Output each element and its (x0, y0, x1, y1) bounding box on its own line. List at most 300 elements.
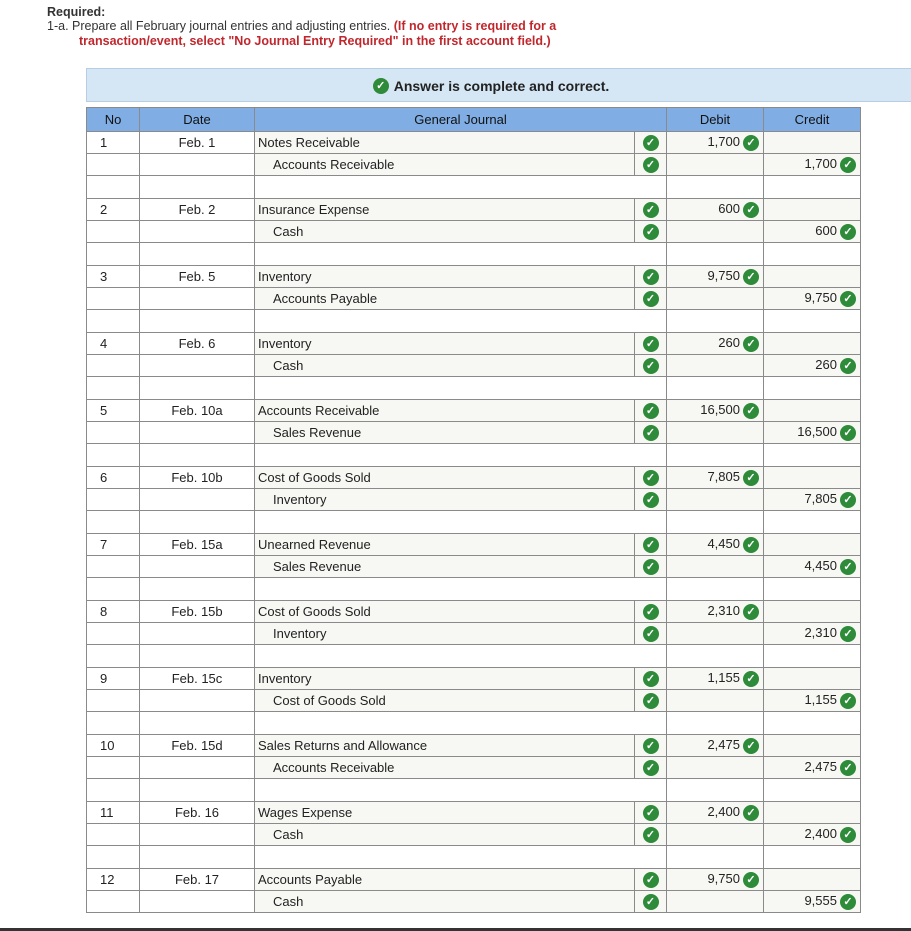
debit-amount: 4,450 (707, 536, 740, 552)
debit-amount-field[interactable] (667, 154, 764, 176)
credit-amount: 600 (815, 223, 837, 239)
credit-account-field[interactable]: Cash (255, 891, 635, 913)
credit-amount: 16,500 (797, 424, 837, 440)
check-circle-icon: ✓ (643, 135, 659, 151)
credit-amount-field[interactable] (764, 489, 861, 511)
spacer-cell (140, 712, 255, 735)
entry-number-empty (87, 690, 140, 712)
credit-account-field[interactable]: Inventory (255, 489, 635, 511)
debit-amount-field[interactable] (667, 422, 764, 444)
spacer-cell (764, 578, 861, 601)
credit-amount-field[interactable] (764, 601, 861, 623)
journal-credit-row (87, 355, 861, 377)
debit-amount-field[interactable] (667, 735, 764, 757)
spacer-cell (667, 310, 764, 333)
credit-amount-field[interactable] (764, 735, 861, 757)
account-check-cell (635, 802, 667, 824)
check-circle-icon: ✓ (643, 157, 659, 173)
check-circle-icon: ✓ (643, 470, 659, 486)
check-circle-icon: ✓ (643, 492, 659, 508)
spacer-cell (140, 779, 255, 802)
debit-account-field[interactable]: Wages Expense (255, 802, 635, 824)
check-circle-icon: ✓ (643, 671, 659, 687)
check-circle-icon: ✓ (743, 805, 759, 821)
entry-date-empty (140, 154, 255, 176)
spacer-cell (667, 176, 764, 199)
spacer-cell (764, 377, 861, 400)
check-circle-icon: ✓ (743, 269, 759, 285)
entry-number: 5 (87, 400, 140, 422)
check-circle-icon: ✓ (840, 157, 856, 173)
journal-debit-row (87, 199, 861, 221)
account-check-cell (635, 824, 667, 846)
entry-number-empty (87, 489, 140, 511)
spacer-cell (667, 578, 764, 601)
check-circle-icon: ✓ (743, 671, 759, 687)
credit-amount-field[interactable] (764, 467, 861, 489)
journal-credit-row (87, 891, 861, 913)
spacer-cell (140, 444, 255, 467)
credit-account-field[interactable]: Cost of Goods Sold (255, 690, 635, 712)
debit-amount-field[interactable] (667, 333, 764, 355)
debit-amount: 7,805 (707, 469, 740, 485)
credit-amount-field[interactable] (764, 333, 861, 355)
check-circle-icon: ✓ (643, 872, 659, 888)
journal-debit-row (87, 869, 861, 891)
spacer-cell (87, 846, 140, 869)
check-circle-icon: ✓ (840, 760, 856, 776)
instruction-note-continued: transaction/event, select "No Journal Entry Required" in the first account field.) (79, 34, 551, 48)
spacer-cell (87, 578, 140, 601)
credit-amount-field[interactable] (764, 422, 861, 444)
entry-number-empty (87, 154, 140, 176)
credit-account-field[interactable]: Cash (255, 824, 635, 846)
required-title: Required: (47, 5, 106, 19)
account-check-cell (635, 623, 667, 645)
account-check-cell (635, 333, 667, 355)
entry-date-empty (140, 355, 255, 377)
debit-amount-field[interactable] (667, 690, 764, 712)
credit-amount-field[interactable] (764, 869, 861, 891)
debit-amount: 9,750 (707, 871, 740, 887)
account-check-cell (635, 757, 667, 779)
journal-credit-row (87, 690, 861, 712)
spacer-cell (255, 511, 667, 534)
answer-status-text: Answer is complete and correct. (393, 78, 610, 94)
journal-credit-row (87, 422, 861, 444)
column-header-debit: Debit (667, 108, 764, 132)
debit-amount-field[interactable] (667, 556, 764, 578)
spacer-cell (255, 712, 667, 735)
account-check-cell (635, 601, 667, 623)
credit-amount: 260 (815, 357, 837, 373)
spacer-cell (140, 511, 255, 534)
debit-amount-field[interactable] (667, 221, 764, 243)
journal-body (87, 132, 861, 913)
credit-amount: 2,310 (804, 625, 837, 641)
credit-account-field[interactable]: Sales Revenue (255, 422, 635, 444)
spacer-cell (140, 846, 255, 869)
credit-amount: 1,155 (804, 692, 837, 708)
spacer-cell (764, 444, 861, 467)
column-header-no: No (87, 108, 140, 132)
check-circle-icon: ✓ (643, 425, 659, 441)
credit-amount: 2,475 (804, 759, 837, 775)
debit-account-field[interactable]: Inventory (255, 668, 635, 690)
credit-amount: 4,450 (804, 558, 837, 574)
general-journal-table (86, 107, 861, 913)
spacer-row (87, 310, 861, 333)
spacer-cell (667, 243, 764, 266)
credit-amount-field[interactable] (764, 690, 861, 712)
instruction-note: (If no entry is required for a (393, 19, 557, 33)
check-circle-icon: ✓ (643, 358, 659, 374)
check-circle-icon: ✓ (840, 894, 856, 910)
debit-amount: 260 (718, 335, 740, 351)
credit-amount: 9,555 (804, 893, 837, 909)
spacer-row (87, 444, 861, 467)
spacer-cell (87, 444, 140, 467)
entry-date[interactable]: Feb. 17 (140, 869, 255, 891)
account-check-cell (635, 735, 667, 757)
spacer-cell (140, 310, 255, 333)
spacer-row (87, 377, 861, 400)
check-circle-icon: ✓ (840, 827, 856, 843)
spacer-cell (87, 176, 140, 199)
journal-credit-row (87, 623, 861, 645)
journal-debit-row (87, 400, 861, 422)
journal-credit-row (87, 154, 861, 176)
spacer-cell (764, 511, 861, 534)
credit-amount-field[interactable] (764, 891, 861, 913)
credit-amount-field[interactable] (764, 266, 861, 288)
answer-status-banner (86, 68, 911, 102)
instruction-line-2 (79, 34, 551, 48)
debit-amount-field[interactable] (667, 132, 764, 154)
credit-amount-field[interactable] (764, 668, 861, 690)
debit-account-field[interactable]: Unearned Revenue (255, 534, 635, 556)
credit-amount-field[interactable] (764, 623, 861, 645)
credit-amount-field[interactable] (764, 355, 861, 377)
check-circle-icon: ✓ (743, 537, 759, 553)
credit-amount: 7,805 (804, 491, 837, 507)
credit-amount-field[interactable] (764, 199, 861, 221)
spacer-row (87, 645, 861, 668)
spacer-cell (764, 243, 861, 266)
debit-amount: 16,500 (700, 402, 740, 418)
credit-amount-field[interactable] (764, 154, 861, 176)
journal-debit-row (87, 534, 861, 556)
credit-account-field[interactable]: Accounts Receivable (255, 757, 635, 779)
spacer-cell (87, 310, 140, 333)
credit-amount: 9,750 (804, 290, 837, 306)
instruction-line-1 (47, 19, 556, 33)
spacer-cell (140, 377, 255, 400)
debit-amount-field[interactable] (667, 400, 764, 422)
debit-amount-field[interactable] (667, 199, 764, 221)
journal-credit-row (87, 489, 861, 511)
entry-number: 3 (87, 266, 140, 288)
column-header-journal: General Journal (255, 108, 667, 132)
entry-date[interactable]: Feb. 5 (140, 266, 255, 288)
entry-number-empty (87, 824, 140, 846)
journal-credit-row (87, 757, 861, 779)
check-circle-icon: ✓ (643, 894, 659, 910)
account-check-cell (635, 154, 667, 176)
entry-number: 9 (87, 668, 140, 690)
debit-amount-field[interactable] (667, 623, 764, 645)
entry-number: 7 (87, 534, 140, 556)
credit-account-field[interactable]: Accounts Receivable (255, 154, 635, 176)
entry-date-empty (140, 757, 255, 779)
journal-debit-row (87, 601, 861, 623)
spacer-cell (764, 310, 861, 333)
spacer-cell (667, 712, 764, 735)
spacer-cell (255, 846, 667, 869)
entry-date-empty (140, 623, 255, 645)
spacer-row (87, 578, 861, 601)
debit-amount-field[interactable] (667, 467, 764, 489)
credit-amount: 2,400 (804, 826, 837, 842)
debit-amount: 2,310 (707, 603, 740, 619)
account-check-cell (635, 869, 667, 891)
spacer-cell (87, 511, 140, 534)
journal-credit-row (87, 221, 861, 243)
account-check-cell (635, 199, 667, 221)
credit-amount: 1,700 (804, 156, 837, 172)
entry-date-empty (140, 489, 255, 511)
spacer-cell (255, 243, 667, 266)
account-check-cell (635, 400, 667, 422)
entry-date-empty (140, 288, 255, 310)
credit-amount-field[interactable] (764, 221, 861, 243)
entry-number-empty (87, 556, 140, 578)
check-circle-icon: ✓ (643, 827, 659, 843)
spacer-row (87, 176, 861, 199)
credit-amount-field[interactable] (764, 757, 861, 779)
account-check-cell (635, 355, 667, 377)
journal-debit-row (87, 802, 861, 824)
debit-account-field[interactable]: Accounts Payable (255, 869, 635, 891)
credit-amount-field[interactable] (764, 288, 861, 310)
credit-amount-field[interactable] (764, 132, 861, 154)
spacer-cell (764, 846, 861, 869)
debit-amount-field[interactable] (667, 869, 764, 891)
spacer-cell (667, 846, 764, 869)
column-header-credit: Credit (764, 108, 861, 132)
account-check-cell (635, 534, 667, 556)
credit-amount-field[interactable] (764, 556, 861, 578)
entry-date[interactable]: Feb. 6 (140, 333, 255, 355)
spacer-cell (255, 377, 667, 400)
journal-debit-row (87, 333, 861, 355)
check-circle-icon: ✓ (643, 604, 659, 620)
journal-debit-row (87, 467, 861, 489)
debit-amount: 9,750 (707, 268, 740, 284)
credit-account-field[interactable]: Inventory (255, 623, 635, 645)
entry-number-empty (87, 757, 140, 779)
debit-account-field[interactable]: Accounts Receivable (255, 400, 635, 422)
entry-date[interactable]: Feb. 2 (140, 199, 255, 221)
check-circle-icon: ✓ (643, 760, 659, 776)
check-circle-icon: ✓ (643, 693, 659, 709)
check-circle-icon: ✓ (840, 358, 856, 374)
spacer-cell (140, 645, 255, 668)
account-check-cell (635, 489, 667, 511)
journal-debit-row (87, 266, 861, 288)
debit-account-field[interactable]: Insurance Expense (255, 199, 635, 221)
debit-amount-field[interactable] (667, 802, 764, 824)
check-circle-icon: ✓ (743, 738, 759, 754)
check-circle-icon: ✓ (840, 559, 856, 575)
entry-date[interactable]: Feb. 15a (140, 534, 255, 556)
spacer-cell (87, 243, 140, 266)
account-check-cell (635, 132, 667, 154)
spacer-cell (667, 511, 764, 534)
check-circle-icon: ✓ (743, 604, 759, 620)
account-check-cell (635, 668, 667, 690)
debit-account-field[interactable]: Cost of Goods Sold (255, 601, 635, 623)
check-circle-icon: ✓ (840, 693, 856, 709)
credit-account-field[interactable]: Accounts Payable (255, 288, 635, 310)
check-circle-icon: ✓ (743, 135, 759, 151)
check-circle-icon: ✓ (643, 559, 659, 575)
spacer-cell (255, 176, 667, 199)
debit-account-field[interactable]: Cost of Goods Sold (255, 467, 635, 489)
spacer-cell (87, 377, 140, 400)
check-circle-icon: ✓ (643, 291, 659, 307)
debit-account-field[interactable]: Sales Returns and Allowance (255, 735, 635, 757)
debit-account-field[interactable]: Notes Receivable (255, 132, 635, 154)
entry-date[interactable]: Feb. 10b (140, 467, 255, 489)
entry-number: 10 (87, 735, 140, 757)
credit-account-field[interactable]: Cash (255, 221, 635, 243)
credit-account-field[interactable]: Sales Revenue (255, 556, 635, 578)
debit-amount-field[interactable] (667, 355, 764, 377)
entry-number: 4 (87, 333, 140, 355)
account-check-cell (635, 467, 667, 489)
check-circle-icon: ✓ (643, 403, 659, 419)
debit-amount: 1,155 (707, 670, 740, 686)
account-check-cell (635, 891, 667, 913)
entry-date-empty (140, 422, 255, 444)
entry-number: 12 (87, 869, 140, 891)
account-check-cell (635, 266, 667, 288)
entry-number: 8 (87, 601, 140, 623)
debit-amount-field[interactable] (667, 534, 764, 556)
debit-amount-field[interactable] (667, 288, 764, 310)
debit-amount: 1,700 (707, 134, 740, 150)
check-circle-icon: ✓ (643, 537, 659, 553)
debit-amount: 2,475 (707, 737, 740, 753)
spacer-cell (667, 377, 764, 400)
spacer-cell (255, 779, 667, 802)
check-circle-icon: ✓ (743, 403, 759, 419)
check-circle-icon: ✓ (643, 202, 659, 218)
entry-number-empty (87, 288, 140, 310)
check-circle-icon: ✓ (743, 202, 759, 218)
account-check-cell (635, 690, 667, 712)
spacer-cell (87, 645, 140, 668)
entry-number-empty (87, 891, 140, 913)
entry-date-empty (140, 690, 255, 712)
check-circle-icon: ✓ (840, 291, 856, 307)
debit-amount-field[interactable] (667, 489, 764, 511)
spacer-row (87, 779, 861, 802)
debit-amount-field[interactable] (667, 757, 764, 779)
entry-date[interactable]: Feb. 10a (140, 400, 255, 422)
entry-date[interactable]: Feb. 16 (140, 802, 255, 824)
debit-amount-field[interactable] (667, 824, 764, 846)
check-circle-icon: ✓ (743, 872, 759, 888)
spacer-cell (764, 712, 861, 735)
entry-date-empty (140, 891, 255, 913)
entry-date[interactable]: Feb. 15c (140, 668, 255, 690)
spacer-cell (87, 779, 140, 802)
journal-credit-row (87, 824, 861, 846)
debit-account-field[interactable]: Inventory (255, 333, 635, 355)
entry-date[interactable]: Feb. 1 (140, 132, 255, 154)
account-check-cell (635, 288, 667, 310)
journal-debit-row (87, 132, 861, 154)
entry-date[interactable]: Feb. 15d (140, 735, 255, 757)
account-check-cell (635, 221, 667, 243)
spacer-cell (255, 444, 667, 467)
spacer-cell (764, 779, 861, 802)
entry-date-empty (140, 221, 255, 243)
journal-credit-row (87, 556, 861, 578)
column-header-date: Date (140, 108, 255, 132)
spacer-cell (667, 779, 764, 802)
credit-amount-field[interactable] (764, 400, 861, 422)
table-header-row (87, 108, 861, 132)
entry-number: 1 (87, 132, 140, 154)
entry-number-empty (87, 623, 140, 645)
spacer-cell (140, 176, 255, 199)
entry-date-empty (140, 556, 255, 578)
spacer-row (87, 511, 861, 534)
check-circle-icon: ✓ (643, 269, 659, 285)
check-circle-icon: ✓ (643, 626, 659, 642)
spacer-cell (87, 712, 140, 735)
debit-amount-field[interactable] (667, 891, 764, 913)
debit-amount: 600 (718, 201, 740, 217)
check-circle-icon: ✓ (373, 78, 389, 94)
debit-amount-field[interactable] (667, 668, 764, 690)
debit-account-field[interactable]: Inventory (255, 266, 635, 288)
entry-number: 11 (87, 802, 140, 824)
entry-number: 2 (87, 199, 140, 221)
check-circle-icon: ✓ (840, 224, 856, 240)
spacer-cell (764, 176, 861, 199)
debit-amount-field[interactable] (667, 266, 764, 288)
spacer-cell (255, 310, 667, 333)
check-circle-icon: ✓ (643, 224, 659, 240)
entry-date-empty (140, 824, 255, 846)
entry-date[interactable]: Feb. 15b (140, 601, 255, 623)
debit-amount: 2,400 (707, 804, 740, 820)
spacer-cell (140, 243, 255, 266)
credit-amount-field[interactable] (764, 802, 861, 824)
credit-amount-field[interactable] (764, 824, 861, 846)
spacer-cell (667, 444, 764, 467)
check-circle-icon: ✓ (643, 336, 659, 352)
spacer-cell (667, 645, 764, 668)
debit-amount-field[interactable] (667, 601, 764, 623)
check-circle-icon: ✓ (840, 425, 856, 441)
credit-account-field[interactable]: Cash (255, 355, 635, 377)
credit-amount-field[interactable] (764, 534, 861, 556)
